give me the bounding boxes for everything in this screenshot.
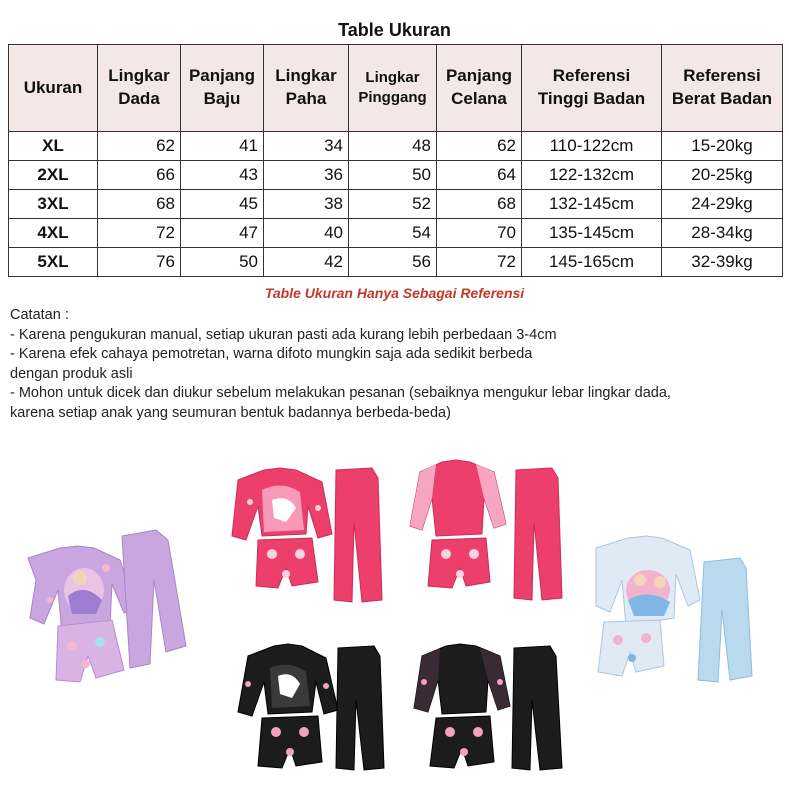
size-table (8, 44, 783, 277)
table-header-row (9, 45, 783, 132)
berat-badan-cell: 28-34kg (662, 219, 783, 248)
panjang-celana-cell: 68 (437, 190, 522, 219)
lingkar-dada-cell: 76 (98, 248, 181, 277)
lilac-shorts (56, 620, 124, 682)
lingkar-paha-cell: 36 (264, 161, 349, 190)
product-photo (0, 450, 789, 789)
col-header-lingkar-pinggang: Lingkar Pinggang (349, 45, 437, 132)
tinggi-badan-cell: 110-122cm (522, 132, 662, 161)
light-blue-swimsuit-set (596, 536, 752, 682)
pink-plain-swimsuit-set (410, 460, 562, 600)
lingkar-paha-cell: 34 (264, 132, 349, 161)
note-line: dengan produk asli (10, 365, 133, 382)
panjang-baju-cell: 43 (181, 161, 264, 190)
pink-leggings-2 (514, 468, 562, 600)
table-row (9, 190, 783, 219)
pink-plain-shorts (428, 538, 490, 588)
pink-plain-rash-guard (410, 460, 506, 536)
black-plain-rash-guard (414, 644, 510, 714)
berat-badan-cell: 20-25kg (662, 161, 783, 190)
size-cell: 5XL (9, 248, 98, 277)
page-title: Table Ukuran (338, 20, 451, 40)
pink-unicorn-rash-guard (232, 468, 332, 540)
lingkar-dada-cell: 68 (98, 190, 181, 219)
tinggi-badan-cell: 122-132cm (522, 161, 662, 190)
col-header-panjang-baju: Panjang Baju (181, 45, 264, 132)
black-unicorn-swimsuit-set (238, 644, 384, 770)
berat-badan-cell: 15-20kg (662, 132, 783, 161)
reference-note: Table Ukuran Hanya Sebagai Referensi (264, 285, 525, 301)
panjang-celana-cell: 72 (437, 248, 522, 277)
panjang-baju-cell: 47 (181, 219, 264, 248)
lingkar-pinggang-cell: 50 (349, 161, 437, 190)
lingkar-paha-cell: 38 (264, 190, 349, 219)
black-plain-shorts (430, 716, 494, 768)
panjang-baju-cell: 50 (181, 248, 264, 277)
berat-badan-cell: 24-29kg (662, 190, 783, 219)
black-unicorn-shorts (258, 716, 322, 768)
table-row (9, 132, 783, 161)
note-line: karena setiap anak yang seumuran bentuk badannya berbeda-beda) (10, 404, 451, 421)
table-row (9, 161, 783, 190)
lilac-rash-guard (28, 546, 136, 634)
lilac-leggings (122, 530, 186, 668)
lingkar-paha-cell: 42 (264, 248, 349, 277)
lingkar-pinggang-cell: 54 (349, 219, 437, 248)
note-line: - Mohon untuk dicek dan diukur sebelum melakukan pesanan (sebaiknya mengukur lebar lingkar dada, (10, 385, 671, 401)
lilac-swimsuit-set (28, 530, 186, 682)
size-cell: XL (9, 132, 98, 161)
panjang-celana-cell: 64 (437, 161, 522, 190)
table-row (9, 219, 783, 248)
col-header-ukuran: Ukuran (9, 45, 98, 132)
note-line: - Karena efek cahaya pemotretan, warna difoto mungkin saja ada sedikit berbeda (10, 346, 533, 362)
light-blue-leggings (698, 558, 752, 682)
lingkar-pinggang-cell: 56 (349, 248, 437, 277)
size-cell: 4XL (9, 219, 98, 248)
col-header-lingkar-dada: Lingkar Dada (98, 45, 181, 132)
col-header-panjang-celana: Panjang Celana (437, 45, 522, 132)
light-blue-shorts (598, 620, 664, 676)
note-line: - Karena pengukuran manual, setiap ukuran pasti ada kurang lebih perbedaan 3-4cm (10, 326, 557, 343)
black-leggings-1 (336, 646, 384, 770)
tinggi-badan-cell: 132-145cm (522, 190, 662, 219)
size-cell: 2XL (9, 161, 98, 190)
black-plain-swimsuit-set (414, 644, 562, 770)
panjang-celana-cell: 70 (437, 219, 522, 248)
lingkar-dada-cell: 66 (98, 161, 181, 190)
tinggi-badan-cell: 145-165cm (522, 248, 662, 277)
tinggi-badan-cell: 135-145cm (522, 219, 662, 248)
panjang-baju-cell: 45 (181, 190, 264, 219)
col-header-tinggi-badan: Referensi Tinggi Badan (522, 45, 662, 132)
lingkar-pinggang-cell: 48 (349, 132, 437, 161)
black-unicorn-rash-guard (238, 644, 338, 716)
lingkar-paha-cell: 40 (264, 219, 349, 248)
berat-badan-cell: 32-39kg (662, 248, 783, 277)
table-row (9, 248, 783, 277)
light-blue-rash-guard (596, 536, 700, 626)
lingkar-dada-cell: 62 (98, 132, 181, 161)
notes-heading: Catatan : (10, 307, 69, 323)
pink-unicorn-swimsuit-set (232, 468, 382, 602)
lingkar-pinggang-cell: 52 (349, 190, 437, 219)
black-leggings-2 (512, 646, 562, 770)
size-cell: 3XL (9, 190, 98, 219)
panjang-celana-cell: 62 (437, 132, 522, 161)
pink-unicorn-shorts (256, 538, 318, 588)
lingkar-dada-cell: 72 (98, 219, 181, 248)
pink-leggings-1 (334, 468, 382, 602)
panjang-baju-cell: 41 (181, 132, 264, 161)
notes-block (10, 306, 780, 423)
col-header-lingkar-paha: Lingkar Paha (264, 45, 349, 132)
col-header-berat-badan: Referensi Berat Badan (662, 45, 783, 132)
